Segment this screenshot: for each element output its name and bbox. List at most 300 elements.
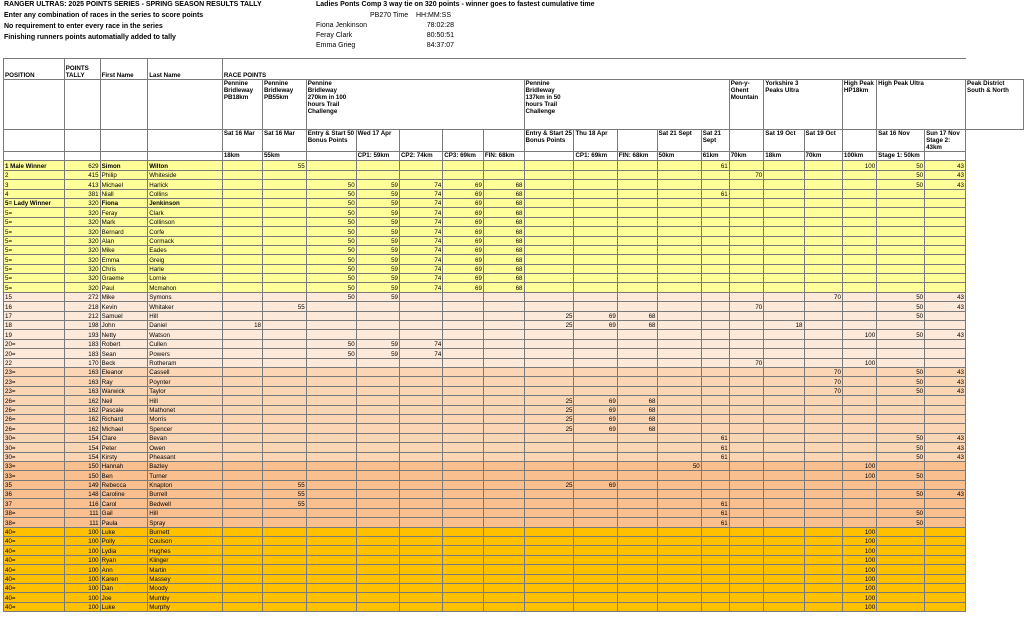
position-cell: 23= xyxy=(4,377,65,386)
race-points-cell xyxy=(399,480,442,489)
last-name-cell: Burrell xyxy=(148,490,223,499)
race-points-cell xyxy=(804,208,842,217)
race-points-cell xyxy=(764,602,804,611)
race-points-cell xyxy=(701,311,729,320)
points-cell: 183 xyxy=(64,339,100,348)
race-points-cell xyxy=(729,583,764,592)
race-points-cell xyxy=(222,396,262,405)
race-points-cell: 74 xyxy=(399,198,442,207)
race-points-cell xyxy=(306,433,356,442)
race-points-cell xyxy=(617,255,657,264)
race-points-cell xyxy=(617,283,657,292)
race-points-cell xyxy=(443,349,484,358)
first-name-cell: Paula xyxy=(100,518,148,527)
last-name-cell: Harlick xyxy=(148,180,223,189)
race-points-cell xyxy=(657,198,701,207)
position-cell: 20= xyxy=(4,339,65,348)
race-points-cell xyxy=(804,555,842,564)
race-points-cell xyxy=(222,546,262,555)
date-cell-15 xyxy=(842,130,876,152)
position-cell: 17 xyxy=(4,311,65,320)
first-name-cell: Luke xyxy=(100,527,148,536)
race-points-cell xyxy=(701,527,729,536)
race-points-cell: 69 xyxy=(574,424,617,433)
race-points-cell xyxy=(306,424,356,433)
race-points-cell xyxy=(574,302,617,311)
race-points-cell xyxy=(804,161,842,170)
race-points-cell xyxy=(804,405,842,414)
race-points-cell xyxy=(842,508,876,517)
race-points-cell xyxy=(399,292,442,301)
race-points-cell xyxy=(842,227,876,236)
position-cell: 20= xyxy=(4,349,65,358)
race-points-cell xyxy=(701,283,729,292)
race-points-cell xyxy=(483,490,524,499)
race-points-cell xyxy=(262,414,306,423)
position-cell: 38= xyxy=(4,518,65,527)
race-points-cell xyxy=(399,471,442,480)
first-name-cell: Lydia xyxy=(100,546,148,555)
race-points-cell xyxy=(657,292,701,301)
race-points-cell xyxy=(306,358,356,367)
race-points-cell xyxy=(657,555,701,564)
last-name-cell: Mathonet xyxy=(148,405,223,414)
first-name-cell: Carol xyxy=(100,499,148,508)
points-cell: 162 xyxy=(64,424,100,433)
race-points-cell xyxy=(617,593,657,602)
race-points-cell xyxy=(764,330,804,339)
race-points-cell xyxy=(617,198,657,207)
race-points-cell xyxy=(804,565,842,574)
race-points-cell: 74 xyxy=(399,349,442,358)
race-points-cell xyxy=(483,593,524,602)
race-points-cell xyxy=(574,245,617,254)
race-points-cell: 43 xyxy=(925,170,966,179)
race-points-cell xyxy=(617,180,657,189)
race-points-cell xyxy=(222,349,262,358)
race-points-cell: 50 xyxy=(877,302,925,311)
race-points-cell xyxy=(524,274,574,283)
race-points-cell xyxy=(729,208,764,217)
race-points-cell xyxy=(804,508,842,517)
race-points-cell: 59 xyxy=(356,245,399,254)
race-points-cell: 59 xyxy=(356,264,399,273)
race-points-cell xyxy=(483,565,524,574)
distance-cell-2 xyxy=(306,152,356,161)
race-points-cell xyxy=(356,452,399,461)
position-cell: 3 xyxy=(4,180,65,189)
race-points-cell xyxy=(657,377,701,386)
race-points-cell xyxy=(524,330,574,339)
race-points-cell: 100 xyxy=(842,330,876,339)
first-name-cell: Pascale xyxy=(100,405,148,414)
race-points-cell xyxy=(701,358,729,367)
race-points-cell: 50 xyxy=(306,245,356,254)
points-cell: 193 xyxy=(64,330,100,339)
race-points-cell xyxy=(842,480,876,489)
points-tally-header: POINTS TALLY xyxy=(64,59,100,80)
race-points-cell xyxy=(262,555,306,564)
race-points-cell xyxy=(729,255,764,264)
race-points-cell xyxy=(804,461,842,470)
race-points-cell xyxy=(574,433,617,442)
distance-cell-7 xyxy=(524,152,574,161)
race-points-cell xyxy=(356,461,399,470)
race-points-cell: 59 xyxy=(356,274,399,283)
race-points-cell xyxy=(356,443,399,452)
date-cell-11: Sat 21 Sept xyxy=(701,130,729,152)
race-points-cell: 68 xyxy=(483,217,524,226)
race-points-cell: 100 xyxy=(842,565,876,574)
race-points-cell xyxy=(306,367,356,376)
race-points-cell xyxy=(764,302,804,311)
race-points-cell xyxy=(306,414,356,423)
race-points-cell xyxy=(356,593,399,602)
race-points-cell xyxy=(399,527,442,536)
race-points-cell: 74 xyxy=(399,283,442,292)
last-name-cell: Bevan xyxy=(148,433,223,442)
race-points-cell xyxy=(729,245,764,254)
race-points-cell xyxy=(222,217,262,226)
race-points-cell xyxy=(729,433,764,442)
race-points-cell xyxy=(443,602,484,611)
race-points-cell xyxy=(842,490,876,499)
race-points-cell: 50 xyxy=(877,330,925,339)
race-points-cell xyxy=(657,358,701,367)
race-points-cell xyxy=(222,264,262,273)
race-points-cell xyxy=(524,452,574,461)
race-points-cell xyxy=(877,358,925,367)
race-points-cell: 50 xyxy=(306,283,356,292)
race-points-cell: 69 xyxy=(574,321,617,330)
race-points-cell xyxy=(657,396,701,405)
position-cell: 40= xyxy=(4,602,65,611)
position-cell: 5= xyxy=(4,264,65,273)
ladies-comp-title: Ladies Ponts Comp 3 way tie on 320 points - winner goes to fastest cumulative time xyxy=(316,1,595,8)
race-points-cell xyxy=(925,508,966,517)
date-cell-5 xyxy=(443,130,484,152)
race-points-cell: 59 xyxy=(356,180,399,189)
race-points-cell: 50 xyxy=(877,180,925,189)
table-row xyxy=(4,161,1024,170)
race-y3p-header: Yorkshire 3 Peaks Ultra xyxy=(764,80,843,130)
race-points-cell xyxy=(729,396,764,405)
race-points-cell xyxy=(443,452,484,461)
first-name-cell: Clare xyxy=(100,433,148,442)
table-row xyxy=(4,480,1024,489)
race-points-cell xyxy=(925,414,966,423)
race-points-cell xyxy=(574,574,617,583)
points-cell: 320 xyxy=(64,198,100,207)
race-points-cell xyxy=(443,396,484,405)
race-points-cell: 43 xyxy=(925,161,966,170)
race-points-cell xyxy=(729,490,764,499)
race-points-cell xyxy=(657,302,701,311)
race-points-cell xyxy=(443,461,484,470)
race-points-cell xyxy=(262,386,306,395)
race-points-cell xyxy=(524,227,574,236)
race-points-cell xyxy=(842,180,876,189)
race-points-cell xyxy=(701,555,729,564)
distance-cell-12: 70km xyxy=(729,152,764,161)
race-points-cell xyxy=(701,236,729,245)
race-points-cell xyxy=(356,546,399,555)
race-points-cell xyxy=(729,217,764,226)
position-cell: 5= xyxy=(4,255,65,264)
race-points-cell xyxy=(399,321,442,330)
race-points-cell xyxy=(842,198,876,207)
race-points-cell xyxy=(262,311,306,320)
distance-cell-10: 50km xyxy=(657,152,701,161)
race-points-cell xyxy=(262,405,306,414)
race-pb270-header: Pennine Bridleway 270km in 100 hours Trail Challenge xyxy=(306,80,524,130)
race-points-cell xyxy=(729,386,764,395)
points-cell: 154 xyxy=(64,443,100,452)
table-row xyxy=(4,198,1024,207)
pb-time-format: HH:MM:SS xyxy=(416,12,451,19)
race-points-cell: 100 xyxy=(842,602,876,611)
race-points-cell xyxy=(399,583,442,592)
race-points-cell: 68 xyxy=(483,236,524,245)
points-cell: 320 xyxy=(64,264,100,273)
race-points-cell xyxy=(804,311,842,320)
race-points-cell: 70 xyxy=(804,292,842,301)
first-name-cell: Philip xyxy=(100,170,148,179)
race-points-cell: 68 xyxy=(483,189,524,198)
last-name-cell: Taylor xyxy=(148,386,223,395)
distance-cell-15: 100km xyxy=(842,152,876,161)
race-points-cell xyxy=(399,537,442,546)
header-row-distances xyxy=(4,152,1024,161)
race-points-cell xyxy=(925,217,966,226)
position-cell: 23= xyxy=(4,386,65,395)
race-points-cell xyxy=(925,283,966,292)
race-points-cell xyxy=(701,414,729,423)
race-points-cell: 50 xyxy=(306,189,356,198)
race-points-cell xyxy=(729,499,764,508)
race-points-cell xyxy=(262,443,306,452)
race-points-cell xyxy=(617,574,657,583)
race-points-cell xyxy=(524,377,574,386)
race-points-cell xyxy=(222,180,262,189)
distance-cell-17 xyxy=(925,152,966,161)
points-cell: 154 xyxy=(64,452,100,461)
rule-line-3: Finishing runners points automatially added to tally xyxy=(4,34,176,41)
race-points-cell xyxy=(262,593,306,602)
race-points-cell xyxy=(262,537,306,546)
race-points-cell xyxy=(925,396,966,405)
race-points-cell xyxy=(306,537,356,546)
race-points-cell xyxy=(574,593,617,602)
race-points-cell xyxy=(925,274,966,283)
race-points-cell: 74 xyxy=(399,339,442,348)
table-row xyxy=(4,565,1024,574)
position-cell: 33= xyxy=(4,461,65,470)
race-points-cell xyxy=(574,443,617,452)
race-points-cell xyxy=(617,452,657,461)
last-name-cell: Daniel xyxy=(148,321,223,330)
race-points-cell xyxy=(729,339,764,348)
race-points-cell xyxy=(483,377,524,386)
race-points-cell xyxy=(524,358,574,367)
race-points-cell xyxy=(222,471,262,480)
race-points-cell xyxy=(483,302,524,311)
race-points-cell xyxy=(657,433,701,442)
date-cell-10: Sat 21 Sept xyxy=(657,130,701,152)
race-points-cell xyxy=(483,602,524,611)
first-name-cell: Samuel xyxy=(100,311,148,320)
race-points-cell xyxy=(804,452,842,461)
race-points-cell xyxy=(222,292,262,301)
results-rows xyxy=(4,161,1024,612)
race-points-cell xyxy=(222,198,262,207)
table-row xyxy=(4,227,1024,236)
race-points-cell xyxy=(356,527,399,536)
points-cell: 100 xyxy=(64,602,100,611)
race-points-cell: 70 xyxy=(729,170,764,179)
race-points-cell xyxy=(701,264,729,273)
first-name-cell: Richard xyxy=(100,414,148,423)
table-row xyxy=(4,170,1024,179)
race-points-cell: 100 xyxy=(842,161,876,170)
first-name-cell: Chris xyxy=(100,264,148,273)
race-points-cell xyxy=(399,302,442,311)
race-points-cell xyxy=(222,377,262,386)
race-points-cell xyxy=(443,537,484,546)
race-points-cell: 43 xyxy=(925,443,966,452)
race-points-cell xyxy=(524,367,574,376)
race-points-cell: 68 xyxy=(483,227,524,236)
race-points-cell xyxy=(222,583,262,592)
race-points-cell xyxy=(222,499,262,508)
race-points-cell xyxy=(701,574,729,583)
race-points-cell xyxy=(657,283,701,292)
race-points-cell: 50 xyxy=(877,471,925,480)
race-points-cell xyxy=(574,208,617,217)
race-points-cell xyxy=(399,574,442,583)
race-points-cell xyxy=(356,396,399,405)
race-points-cell xyxy=(524,490,574,499)
rule-line-1: Enter any combination of races in the series to score points xyxy=(4,12,204,19)
race-points-cell xyxy=(399,546,442,555)
race-points-cell xyxy=(399,377,442,386)
race-points-cell xyxy=(925,321,966,330)
race-points-cell: 59 xyxy=(356,236,399,245)
race-points-cell: 50 xyxy=(877,452,925,461)
race-points-cell xyxy=(483,537,524,546)
race-points-cell xyxy=(574,367,617,376)
race-points-cell xyxy=(617,555,657,564)
race-points-cell xyxy=(701,396,729,405)
race-points-cell xyxy=(729,565,764,574)
race-points-cell xyxy=(524,583,574,592)
first-name-cell: John xyxy=(100,321,148,330)
race-points-cell xyxy=(356,386,399,395)
race-points-cell xyxy=(701,424,729,433)
race-points-cell xyxy=(729,236,764,245)
position-cell: 30= xyxy=(4,433,65,442)
race-points-cell xyxy=(222,602,262,611)
last-name-cell: Spencer xyxy=(148,424,223,433)
race-points-cell xyxy=(262,321,306,330)
first-name-cell: Luke xyxy=(100,602,148,611)
race-points-cell xyxy=(617,471,657,480)
race-points-cell xyxy=(729,593,764,602)
position-cell: 5= xyxy=(4,236,65,245)
date-cell-17: Sun 17 Nov Stage 2: 43km xyxy=(925,130,966,152)
points-cell: 150 xyxy=(64,461,100,470)
race-points-cell xyxy=(443,499,484,508)
race-points-cell xyxy=(804,537,842,546)
first-name-cell: Feray xyxy=(100,208,148,217)
race-points-cell xyxy=(443,508,484,517)
race-points-cell xyxy=(804,264,842,273)
race-points-cell xyxy=(657,471,701,480)
race-points-cell xyxy=(925,424,966,433)
race-points-cell xyxy=(262,236,306,245)
race-points-cell: 68 xyxy=(483,208,524,217)
race-points-cell xyxy=(617,358,657,367)
race-points-cell xyxy=(306,574,356,583)
table-row xyxy=(4,189,1024,198)
race-points-cell xyxy=(399,170,442,179)
race-points-cell xyxy=(399,358,442,367)
race-points-cell xyxy=(657,349,701,358)
race-points-cell xyxy=(443,358,484,367)
race-points-cell xyxy=(443,311,484,320)
first-name-cell: Rebecca xyxy=(100,480,148,489)
race-points-cell: 69 xyxy=(574,405,617,414)
race-points-cell xyxy=(804,180,842,189)
race-points-cell xyxy=(657,480,701,489)
race-points-cell xyxy=(574,292,617,301)
race-points-cell xyxy=(804,443,842,452)
first-name-cell: Mark xyxy=(100,217,148,226)
table-row xyxy=(4,602,1024,611)
race-points-cell xyxy=(262,452,306,461)
distance-cell-16: Stage 1: 50km xyxy=(877,152,925,161)
race-points-cell xyxy=(657,452,701,461)
points-cell: 163 xyxy=(64,386,100,395)
first-name-cell: Dan xyxy=(100,583,148,592)
date-cell-6 xyxy=(483,130,524,152)
table-row xyxy=(4,339,1024,348)
last-name-cell: Moody xyxy=(148,583,223,592)
race-points-cell xyxy=(804,471,842,480)
race-points-cell xyxy=(729,367,764,376)
race-points-cell xyxy=(399,499,442,508)
race-points-cell xyxy=(764,518,804,527)
race-points-cell xyxy=(399,593,442,602)
race-points-cell xyxy=(701,386,729,395)
race-points-cell xyxy=(262,377,306,386)
race-points-cell xyxy=(222,358,262,367)
race-points-cell xyxy=(262,574,306,583)
race-points-cell xyxy=(262,396,306,405)
last-name-cell: Collinson xyxy=(148,217,223,226)
race-points-cell xyxy=(306,499,356,508)
race-points-cell xyxy=(804,574,842,583)
results-table xyxy=(3,58,1024,612)
first-name-cell: Hannah xyxy=(100,461,148,470)
race-points-cell xyxy=(356,499,399,508)
race-points-cell xyxy=(262,349,306,358)
table-row xyxy=(4,471,1024,480)
race-points-cell xyxy=(483,583,524,592)
last-name-cell: Pheasant xyxy=(148,452,223,461)
race-points-cell xyxy=(925,236,966,245)
race-points-cell xyxy=(925,527,966,536)
